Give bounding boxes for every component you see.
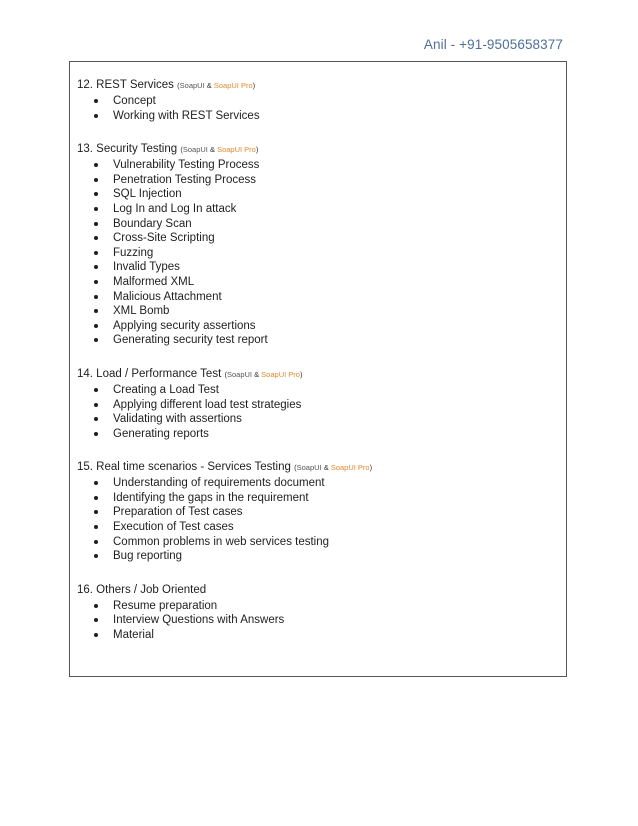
list-item-text: Applying different load test strategies	[113, 398, 302, 411]
tool-name-soapui-pro: SoapUI Pro	[261, 369, 300, 379]
tool-ampersand: &	[204, 81, 214, 90]
tool-ampersand: &	[252, 369, 262, 379]
list-item	[94, 491, 558, 506]
bullet-icon	[94, 510, 98, 514]
bullet-icon	[94, 280, 98, 284]
list-item-text: Log In and Log In attack	[113, 202, 237, 215]
list-item-text: Validating with assertions	[113, 413, 242, 426]
bullet-list	[77, 158, 558, 348]
section-title-text: 13. Security Testing	[77, 143, 178, 156]
syllabus-section	[77, 78, 558, 123]
list-item-text: Malformed XML	[113, 275, 195, 288]
list-item	[94, 94, 558, 109]
tool-ampersand: &	[321, 463, 331, 473]
section-tools	[180, 145, 258, 154]
section-title-text: 15. Real time scenarios - Services Testing	[77, 461, 291, 474]
tool-paren-open: (	[180, 145, 183, 155]
tool-paren-open: (	[294, 463, 297, 473]
section-title	[77, 460, 558, 475]
list-item	[94, 628, 558, 643]
section-title-text: 16. Others / Job Oriented	[77, 583, 207, 596]
tool-name-soapui-pro: SoapUI Pro	[217, 145, 256, 155]
list-item-text: Boundary Scan	[113, 217, 192, 230]
section-tools	[177, 81, 255, 90]
list-item	[94, 476, 558, 491]
list-item-text: Execution of Test cases	[113, 521, 234, 534]
bullet-icon	[94, 178, 98, 182]
list-item	[94, 333, 558, 348]
tool-paren-close: )	[299, 369, 303, 379]
list-item	[94, 231, 558, 246]
list-item	[94, 217, 558, 232]
list-item-text: Identifying the gaps in the requirement	[113, 491, 309, 504]
list-item-text: Material	[113, 629, 154, 642]
list-item	[94, 505, 558, 520]
bullet-icon	[94, 388, 98, 392]
tool-paren-close: )	[369, 463, 373, 473]
list-item	[94, 427, 558, 442]
list-item-text: Generating security test report	[113, 334, 268, 347]
bullet-icon	[94, 222, 98, 226]
list-item	[94, 304, 558, 319]
list-item	[94, 520, 558, 535]
section-title-text: 14. Load / Performance Test	[77, 367, 222, 380]
list-item	[94, 599, 558, 614]
section-title	[77, 367, 558, 382]
bullet-icon	[94, 295, 98, 299]
bullet-list	[77, 94, 558, 123]
bullet-list	[77, 599, 558, 643]
bullet-icon	[94, 309, 98, 313]
bullet-icon	[94, 163, 98, 167]
list-item-text: SQL Injection	[113, 188, 182, 201]
bullet-icon	[94, 338, 98, 342]
list-item-text: Invalid Types	[113, 261, 180, 274]
bullet-icon	[94, 604, 98, 608]
list-item	[94, 202, 558, 217]
list-item-text: Resume preparation	[113, 599, 218, 612]
list-item	[94, 246, 558, 261]
section-tools	[294, 463, 372, 472]
list-item	[94, 290, 558, 305]
syllabus-section	[77, 583, 558, 643]
list-item-text: Applying security assertions	[113, 319, 256, 332]
bullet-icon	[94, 324, 98, 328]
list-item	[94, 535, 558, 550]
tool-name-soapui: SoapUI	[226, 369, 252, 379]
list-item-text: Generating reports	[113, 427, 209, 440]
section-title	[77, 583, 558, 598]
list-item	[94, 398, 558, 413]
section-title-text: 12. REST Services	[77, 79, 174, 91]
bullet-icon	[94, 496, 98, 500]
list-item	[94, 549, 558, 564]
list-item-text: Interview Questions with Answers	[113, 614, 285, 627]
tool-name-soapui: SoapUI	[296, 463, 322, 473]
tool-name-soapui-pro: SoapUI Pro	[330, 463, 370, 473]
list-item-text: Common problems in web services testing	[113, 535, 330, 548]
list-item-text: Malicious Attachment	[113, 290, 222, 303]
bullet-icon	[94, 251, 98, 255]
bullet-icon	[94, 481, 98, 485]
section-title	[77, 142, 558, 157]
page-header-contact: Anil - +91-9505658377	[423, 37, 563, 52]
bullet-icon	[94, 207, 98, 211]
list-item	[94, 187, 558, 202]
bullet-icon	[94, 525, 98, 529]
list-item-text: Concept	[113, 95, 156, 107]
list-item-text: Fuzzing	[113, 246, 154, 259]
tool-paren-open: (	[224, 369, 227, 379]
tool-name-soapui: SoapUI	[182, 145, 208, 155]
list-item	[94, 613, 558, 628]
tool-ampersand: &	[207, 145, 218, 155]
bullet-icon	[94, 403, 98, 407]
list-item	[94, 173, 558, 188]
list-item	[94, 275, 558, 290]
list-item-text: Preparation of Test cases	[113, 506, 243, 519]
bullet-icon	[94, 265, 98, 269]
list-item	[94, 383, 558, 398]
bullet-list	[77, 383, 558, 441]
tool-paren-open: (	[177, 81, 180, 90]
syllabus-section	[77, 367, 558, 441]
bullet-icon	[94, 99, 98, 103]
tool-name-soapui: SoapUI	[179, 81, 205, 90]
list-item-text: Creating a Load Test	[113, 383, 219, 396]
list-item-text: Cross-Site Scripting	[113, 232, 215, 245]
syllabus-section	[77, 460, 558, 564]
list-item-text: Vulnerability Testing Process	[113, 159, 260, 172]
list-item	[94, 412, 558, 427]
bullet-list	[77, 476, 558, 564]
bullet-icon	[94, 633, 98, 637]
section-title	[77, 78, 558, 93]
list-item-text: Bug reporting	[113, 550, 183, 563]
bullet-icon	[94, 432, 98, 436]
tool-paren-close: )	[255, 145, 259, 155]
list-item	[94, 158, 558, 173]
list-item-text: Working with REST Services	[113, 109, 260, 122]
list-item-text: XML Bomb	[113, 305, 170, 318]
bullet-icon	[94, 417, 98, 421]
tool-name-soapui-pro: SoapUI Pro	[213, 81, 253, 90]
bullet-icon	[94, 114, 98, 118]
bullet-icon	[94, 236, 98, 240]
syllabus-content-box	[69, 61, 567, 677]
bullet-icon	[94, 192, 98, 196]
section-tools	[224, 370, 302, 379]
syllabus-section	[77, 142, 558, 348]
bullet-icon	[94, 618, 98, 622]
list-item-text: Understanding of requirements document	[113, 477, 325, 490]
list-item	[94, 260, 558, 275]
tool-paren-close: )	[252, 81, 256, 90]
list-item-text: Penetration Testing Process	[113, 173, 256, 186]
bullet-icon	[94, 554, 98, 558]
list-item	[94, 319, 558, 334]
list-item	[94, 109, 558, 124]
bullet-icon	[94, 540, 98, 544]
